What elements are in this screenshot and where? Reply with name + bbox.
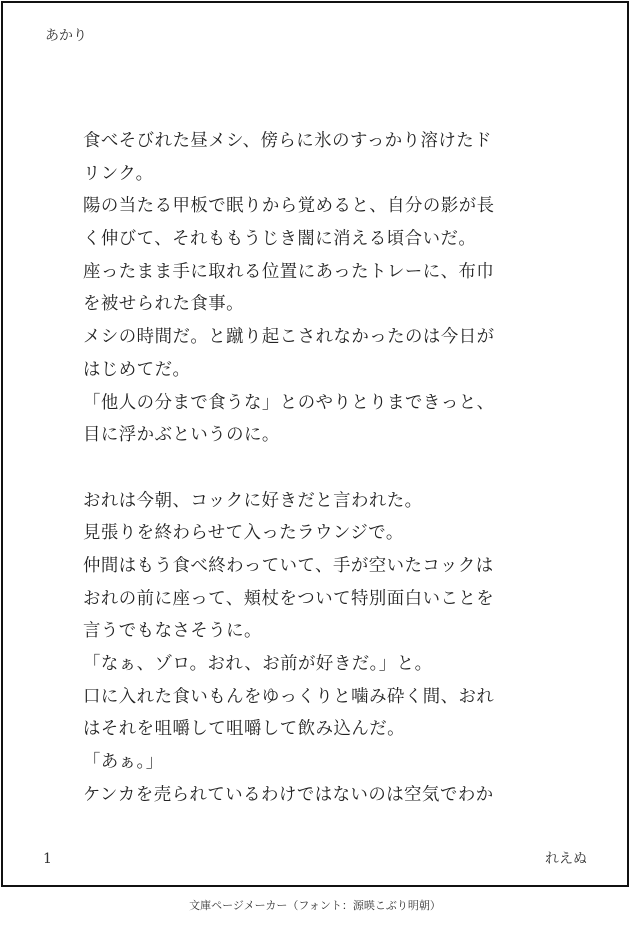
text-line: 見張りを終わらせて入ったラウンジで。 — [83, 523, 404, 544]
text-line: 「他人の分まで食うな」とのやりとりまできっと、 — [83, 392, 495, 413]
text-line: 食べそびれた昼メシ、傍らに氷のすっかり溶けたド — [83, 131, 493, 151]
text-line: 仲間はもう食べ終わっていて、手が空いたコックは — [83, 555, 494, 576]
text-line: 目に浮かぶというのに。 — [83, 425, 280, 446]
text-line: はそれを咀嚼して咀嚼して飲み込んだ。 — [83, 719, 406, 740]
text-line: はじめてだ。 — [83, 359, 191, 380]
text-line: リンク。 — [83, 163, 154, 184]
text-line: 座ったまま手に取れる位置にあったトレーに、布巾 — [83, 261, 495, 282]
text-line: 口に入れた食いもんをゆっくりと噛み砕く間、おれ — [83, 686, 495, 707]
text-line: メシの時間だ。と蹴り起こされなかったのは今日が — [83, 327, 495, 348]
text-line: 陽の当たる甲板で眠りから覚めると、自分の影が長 — [83, 196, 495, 217]
text-line: おれの前に座って、頬杖をついて特別面白いことを — [83, 588, 495, 609]
text-line: ケンカを売られているわけではないのは空気でわか — [83, 784, 494, 805]
text-line: く伸びて、それももうじき闇に消える頃合いだ。 — [83, 229, 477, 250]
author-name: れえぬ — [545, 851, 587, 867]
text-line: 「あぁ。」 — [83, 752, 164, 773]
text-line: を被せられた食事。 — [83, 294, 245, 315]
body-text — [83, 125, 543, 811]
generator-credit: 文庫ページメーカー（フォント：源暎こぶり明朝） — [189, 899, 441, 912]
running-header-title: あかり — [45, 28, 87, 44]
text-line: おれは今朝、コックに好きだと言われた。 — [83, 490, 423, 511]
book-page — [1, 1, 629, 887]
page-number: 1 — [43, 851, 52, 867]
text-line: 言うでもなさそうに。 — [83, 621, 262, 642]
text-line: 「なぁ、ゾロ。おれ、お前が好きだ。」と。 — [83, 654, 433, 674]
blank-line — [83, 452, 543, 485]
